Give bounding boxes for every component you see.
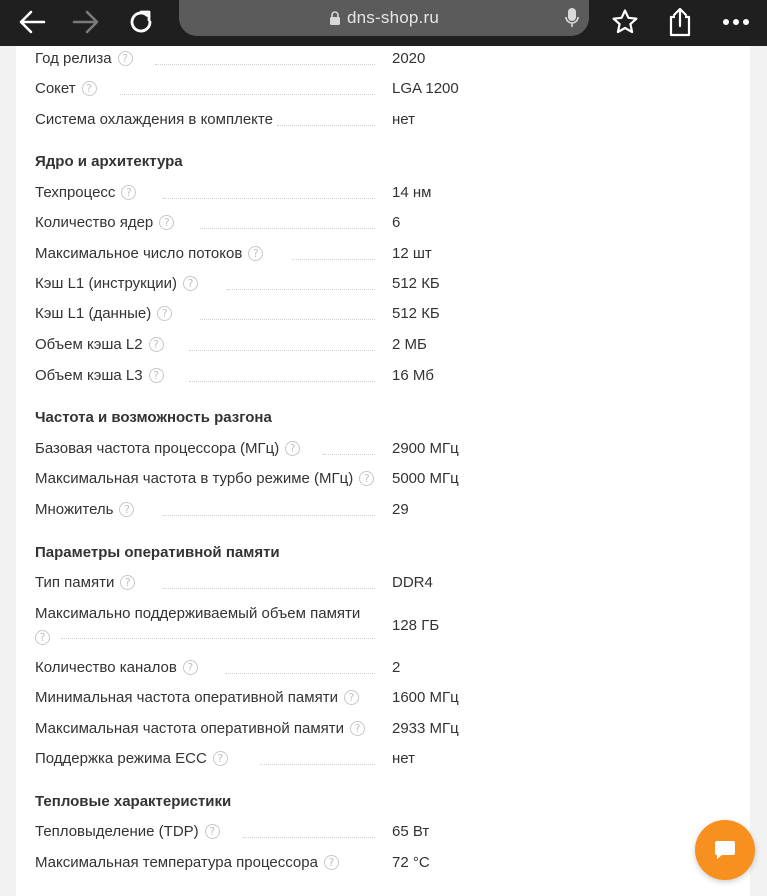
dotted-leader xyxy=(323,454,375,455)
spec-row xyxy=(35,49,735,79)
spec-label-wrap xyxy=(35,688,359,708)
spec-row xyxy=(35,500,735,530)
spec-label-wrap xyxy=(35,79,97,99)
help-icon[interactable]: ? xyxy=(149,368,164,383)
spec-label-wrap xyxy=(35,213,174,233)
help-icon[interactable]: ? xyxy=(344,690,359,705)
spec-label: Максимальная частота оперативной памяти xyxy=(35,720,345,737)
help-icon[interactable]: ? xyxy=(159,215,174,230)
help-icon[interactable]: ? xyxy=(157,306,172,321)
chat-button[interactable] xyxy=(695,820,755,880)
spec-row xyxy=(35,213,735,243)
dotted-leader xyxy=(200,319,375,320)
spec-label-wrap xyxy=(35,274,198,294)
spec-row xyxy=(35,79,735,109)
help-icon[interactable]: ? xyxy=(183,276,198,291)
spec-label-wrap xyxy=(35,49,133,69)
dotted-leader xyxy=(120,94,375,95)
help-icon[interactable]: ? xyxy=(359,471,374,486)
dotted-leader xyxy=(277,125,375,126)
dotted-leader xyxy=(260,764,375,765)
spec-row xyxy=(35,853,735,883)
spec-label: Максимально поддерживаемый объем памяти xyxy=(35,605,361,622)
forward-arrow-icon xyxy=(72,9,100,35)
help-icon[interactable]: ? xyxy=(120,575,135,590)
spec-value: 2 МБ xyxy=(392,336,427,353)
back-button[interactable] xyxy=(14,4,50,40)
section-title-thermal: Тепловые характеристики xyxy=(35,793,232,810)
spec-label: Максимальная температура процессора xyxy=(35,854,318,871)
spec-row xyxy=(35,604,735,656)
help-icon[interactable]: ? xyxy=(285,441,300,456)
spec-value: 12 шт xyxy=(392,245,432,262)
spec-value: 5000 МГц xyxy=(392,470,459,487)
dotted-leader xyxy=(163,588,375,589)
spec-value: 65 Вт xyxy=(392,823,430,840)
spec-value: 14 нм xyxy=(392,184,432,201)
spec-label: Система охлаждения в комплекте xyxy=(35,111,273,128)
spec-label-wrap xyxy=(35,822,220,842)
spec-label: Минимальная частота оперативной памяти xyxy=(35,689,338,706)
spec-label: Тепловыделение (TDP) xyxy=(35,823,199,840)
dotted-leader xyxy=(227,289,375,290)
help-icon[interactable]: ? xyxy=(248,246,263,261)
spec-label: Сокет xyxy=(35,80,76,97)
spec-value: 2 xyxy=(392,659,401,676)
spec-label: Тип памяти xyxy=(35,574,115,591)
dotted-leader xyxy=(163,515,375,516)
help-icon[interactable]: ? xyxy=(82,81,97,96)
spec-row xyxy=(35,366,735,396)
spec-value: 72 °C xyxy=(392,854,430,871)
help-icon[interactable]: ? xyxy=(213,751,228,766)
help-icon[interactable]: ? xyxy=(350,721,365,736)
spec-label-wrap xyxy=(35,749,228,769)
help-icon[interactable]: ? xyxy=(149,337,164,352)
more-dots-icon xyxy=(722,18,750,26)
address-bar[interactable] xyxy=(179,0,589,36)
section-title-core: Ядро и архитектура xyxy=(35,153,183,170)
help-icon[interactable]: ? xyxy=(119,502,134,517)
url-text: dns-shop.ru xyxy=(347,8,439,27)
dotted-leader xyxy=(189,381,375,382)
spec-value: 128 ГБ xyxy=(392,617,440,634)
spec-value: 6 xyxy=(392,214,401,231)
spec-label-wrap xyxy=(35,604,375,647)
spec-label-wrap xyxy=(35,469,374,489)
spec-row xyxy=(35,439,735,469)
section-title-frequency: Частота и возможность разгона xyxy=(35,409,272,426)
spec-value: 29 xyxy=(392,501,409,518)
specs-card xyxy=(16,46,750,896)
section-title-memory: Параметры оперативной памяти xyxy=(35,544,280,561)
spec-value: 1600 МГц xyxy=(392,689,459,706)
dotted-leader xyxy=(243,837,375,838)
spec-row xyxy=(35,658,735,688)
microphone-icon[interactable] xyxy=(565,7,579,29)
spec-label: Количество ядер xyxy=(35,214,154,231)
spec-row xyxy=(35,335,735,365)
spec-label: Техпроцесс xyxy=(35,184,116,201)
help-icon[interactable]: ? xyxy=(183,660,198,675)
help-icon[interactable]: ? xyxy=(118,51,133,66)
spec-label: Объем кэша L3 xyxy=(35,367,143,384)
help-icon[interactable]: ? xyxy=(35,630,50,645)
spec-label-wrap xyxy=(35,658,198,678)
chat-bubble-icon xyxy=(713,838,737,862)
spec-value: 512 КБ xyxy=(392,305,440,322)
browser-toolbar xyxy=(0,0,767,46)
reload-icon xyxy=(127,8,155,36)
spec-value: 2933 МГц xyxy=(392,720,459,737)
spec-value: 512 КБ xyxy=(392,275,440,292)
dotted-leader xyxy=(225,673,375,674)
help-icon[interactable]: ? xyxy=(205,824,220,839)
spec-row xyxy=(35,304,735,334)
share-icon xyxy=(667,7,693,37)
spec-row xyxy=(35,822,735,852)
dotted-leader xyxy=(189,350,375,351)
reload-button[interactable] xyxy=(123,4,159,40)
dotted-leader xyxy=(61,638,375,639)
spec-row xyxy=(35,244,735,274)
spec-row xyxy=(35,719,735,749)
more-menu-button[interactable] xyxy=(718,4,754,40)
spec-value: 2900 МГц xyxy=(392,440,459,457)
spec-label: Объем кэша L2 xyxy=(35,336,143,353)
spec-label-wrap xyxy=(35,183,136,203)
spec-value: LGA 1200 xyxy=(392,80,459,97)
spec-value: нет xyxy=(392,750,415,767)
spec-label-wrap xyxy=(35,366,164,386)
spec-label-wrap xyxy=(35,244,263,264)
help-icon[interactable]: ? xyxy=(121,185,136,200)
lock-icon xyxy=(329,11,341,25)
spec-label-wrap xyxy=(35,304,172,324)
forward-button[interactable] xyxy=(68,4,104,40)
dotted-leader xyxy=(292,259,375,260)
spec-label: Кэш L1 (данные) xyxy=(35,305,152,322)
spec-value: 16 Мб xyxy=(392,367,434,384)
spec-row xyxy=(35,469,735,499)
spec-label-wrap xyxy=(35,853,339,873)
spec-row xyxy=(35,274,735,304)
help-icon[interactable]: ? xyxy=(324,855,339,870)
back-arrow-icon xyxy=(18,9,46,35)
spec-row xyxy=(35,688,735,718)
spec-row xyxy=(35,573,735,603)
spec-label-wrap xyxy=(35,719,365,739)
spec-label: Поддержка режима ECC xyxy=(35,750,207,767)
spec-label: Год релиза xyxy=(35,50,112,67)
dotted-leader xyxy=(200,228,375,229)
dotted-leader xyxy=(163,198,375,199)
spec-label: Количество каналов xyxy=(35,659,177,676)
spec-label: Кэш L1 (инструкции) xyxy=(35,275,178,292)
spec-value: DDR4 xyxy=(392,574,433,591)
share-button[interactable] xyxy=(662,4,698,40)
spec-label: Максимальная частота в турбо режиме (МГц) xyxy=(35,470,354,487)
spec-label: Максимальное число потоков xyxy=(35,245,243,262)
spec-label-wrap xyxy=(35,500,134,520)
dotted-leader xyxy=(155,64,375,65)
spec-value: 2020 xyxy=(392,50,426,67)
spec-row xyxy=(35,110,735,140)
bookmark-button[interactable] xyxy=(607,4,643,40)
spec-label-wrap xyxy=(35,439,300,459)
star-icon xyxy=(611,8,639,36)
spec-label: Множитель xyxy=(35,501,114,518)
spec-label-wrap xyxy=(35,335,164,355)
spec-value: нет xyxy=(392,111,415,128)
spec-row xyxy=(35,183,735,213)
spec-row xyxy=(35,749,735,779)
spec-label-wrap xyxy=(35,573,135,593)
spec-label: Базовая частота процессора (МГц) xyxy=(35,440,280,457)
